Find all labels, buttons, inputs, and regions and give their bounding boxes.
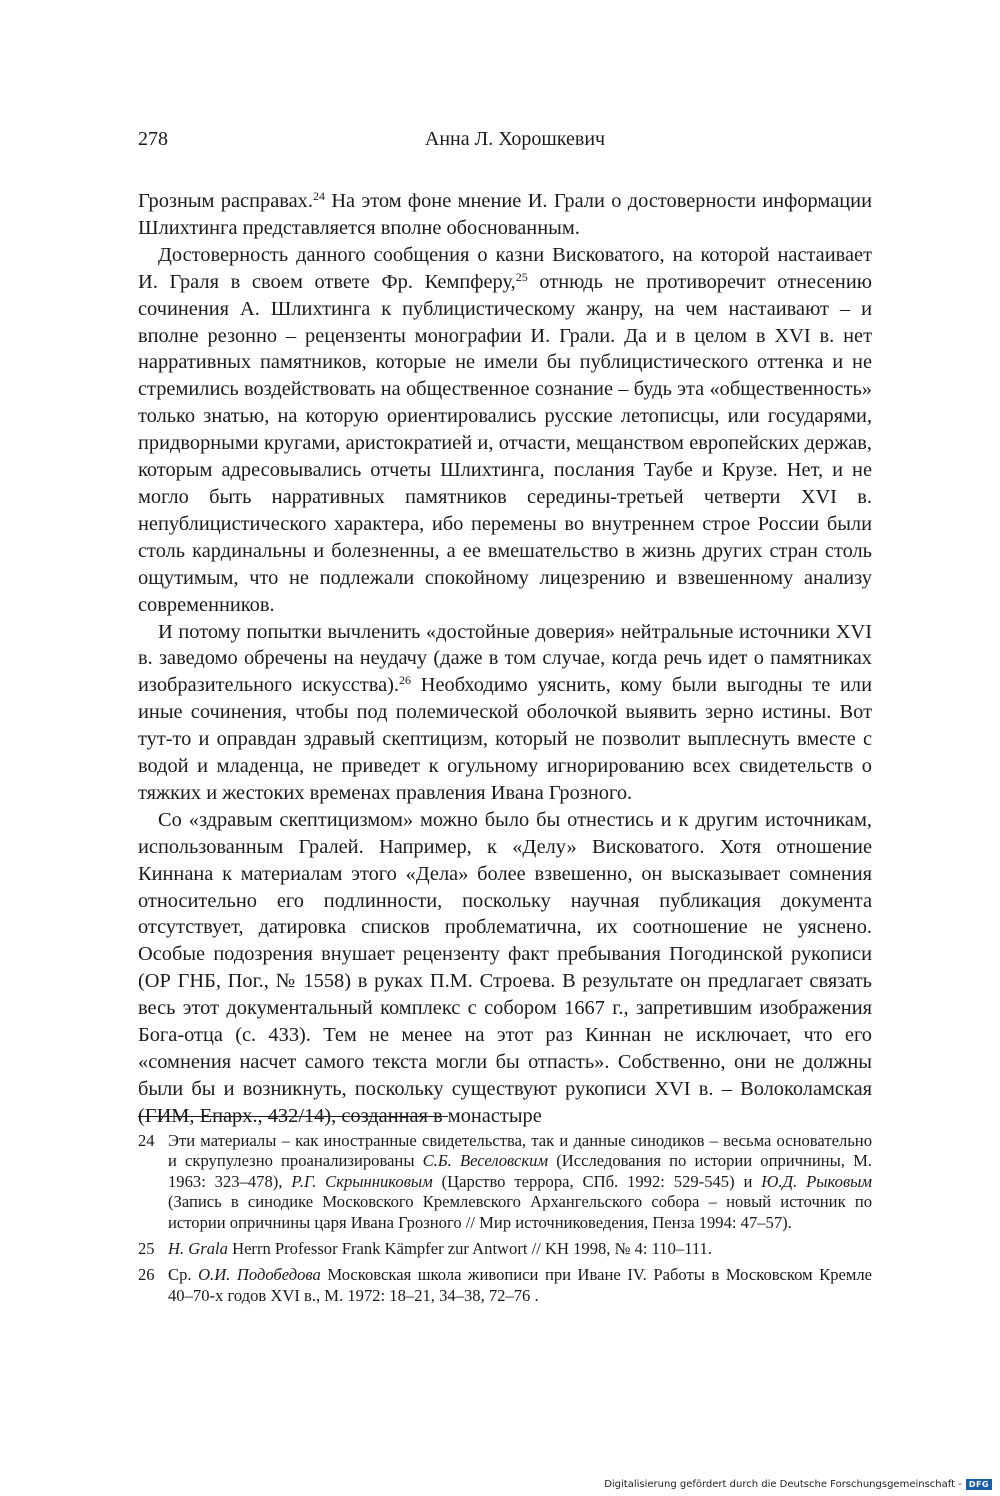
footnote-number: 24 <box>138 1131 155 1150</box>
paragraph-4: Со «здравым скептицизмом» можно было бы отнестись и к другим источникам, использованным Гралей. Например, к «Делу» Висковатого. Хотя отношение Киннана к материалам этого «Дела» более взвешенно, он высказывает сомнения относительно его подлинности, поскольку научная публикация документа отсутствует, датировка списков проблематична, их соотношение не уяснено. Особые подозрения внушает рецензенту факт пребывания Погодинской рукописи (ОР ГНБ, Пог., № 1558) в руках П.М. Строева. В результате он предлагает связать весь этот документальный комплекс с собором 1667 г., запретившим изображения Бога-отца (с. 433). Тем не менее на этот раз Киннан не исключает, что его «сомнения насчет самого текста могли бы отпасть». Собственно, они не должны были бы и возникнуть, поскольку существуют рукописи XVI в. – Волоколамская (ГИМ, Епарх., 432/14), созданная в монастыре <box>138 808 872 1127</box>
author-name: H. Grala <box>168 1239 228 1259</box>
footnote-text: Эти материалы – как иностранные свидетельства, так и данные синодиков – весьма основательно и скрупулезно проанализированы <box>168 1131 872 1171</box>
paragraph-2 <box>138 242 872 619</box>
author-name: Ю.Д. Рыковым <box>761 1171 872 1191</box>
paragraph-text: Грозным расправах. <box>138 190 313 212</box>
footnote-ref-26: 26 <box>399 673 412 688</box>
footnote-ref-24: 24 <box>312 189 325 203</box>
footnote-text: Московская школа живописи при Иване IV. Работы в Московском Кремле 40–70-х годов XVI в., М. 1972: 18–21, 34–38, 72–76 . <box>168 1265 873 1305</box>
footnote-number: 26 <box>138 1265 155 1285</box>
paragraph-text: отнюдь не противоречит отнесению сочинения А. Шлихтинга к публицистическому жанру, на чем настаивают – и вполне резонно – рецензенты монографии И. Грали. Да и в целом в XVI в. нет нарративных памятников, которые не имели бы публицистического оттенка и не стремились воздействовать на общественное сознание – будь эта «общественность» только знатью, на которую ориентировались русские летописцы, или государями, придворными кругами, аристократией и, отчасти, мещанством европейских держав, которым адресовывались отчеты Шлихтинга, послания Таубе и Крузе. Нет, и не могло быть нарративных памятников середины-третьей четверти XVI в. непублицистического характера, ибо перемены во внутреннем строе России были столь кардинальны и болезненны, а ее вмешательство в жизнь других стран столь ощутимым, что не подлежали спокойному лицезрению и взвешенному анализу современников. <box>138 270 872 616</box>
footnote-ref-25: 25 <box>515 269 528 284</box>
author-name: Р.Г. Скрынниковым <box>291 1171 433 1191</box>
credit-text: Digitalisierung gefördert durch die Deutsche Forschungsgemeinschaft - <box>604 1479 962 1490</box>
running-head <box>138 128 872 158</box>
footnote-26 <box>138 1265 872 1306</box>
paragraph-1 <box>138 188 872 242</box>
paragraph-text: Необходимо уяснить, кому были выгодны те или иные сочинения, чтобы под полемической оболочкой выявить зерно истины. Вот тут-то и оправдан здравый скептицизм, который не позволит выплеснуть вместе с водой и младенца, не приведет к огульному игнорированию всех свидетельств о тяжких и жестоких временах правления Ивана Грозного. <box>138 674 872 804</box>
author-name: С.Б. Веселовским <box>422 1151 549 1171</box>
paragraph-text: Достоверность данного сообщения о казни Висковатого, на которой настаивает И. Граля в своем ответе Фр. Кемпферу, <box>138 243 872 293</box>
paragraph-text: На этом фоне мнение И. Грали о достоверности информации Шлихтинга представляется вполне обоснованным. <box>138 190 872 239</box>
footnote-number: 25 <box>138 1239 155 1259</box>
footnote-24 <box>138 1131 872 1233</box>
footnote-text: (Царство террора, СПб. 1992: 529-545) и <box>432 1171 762 1191</box>
body-text <box>138 188 872 1130</box>
dfg-logo: DFG <box>966 1479 992 1490</box>
footnote-text: Ср. <box>168 1265 199 1285</box>
footnote-text: Herrn Professor Frank Kämpfer zur Antwort // KH 1998, № 4: 110–111. <box>227 1239 712 1259</box>
footnotes <box>138 1131 872 1312</box>
paragraph-text: И потому попытки вычленить «достойные доверия» нейтральные источники XVI в. заведомо обречены на неудачу (даже в том случае, когда речь идет о памятниках изобразительного искусства). <box>138 620 872 697</box>
footnote-25 <box>138 1239 872 1259</box>
footnote-text: (Исследования по истории опричнины, М. 1963: 323–478), <box>168 1151 872 1191</box>
paragraph-3 <box>138 619 872 807</box>
running-title: Анна Л. Хорошкевич <box>424 128 606 150</box>
page-number: 278 <box>138 128 168 150</box>
footnote-text: (Запись в синодике Московского Кремлевского Архангельского собора – новый источник по истории опричнины царя Ивана Грозного // Мир источниковедения, Пенза 1994: 47–57). <box>168 1192 872 1232</box>
author-name: О.И. Подобедова <box>198 1265 321 1285</box>
footnote-divider <box>138 1116 448 1117</box>
digitization-credit <box>604 1479 992 1490</box>
